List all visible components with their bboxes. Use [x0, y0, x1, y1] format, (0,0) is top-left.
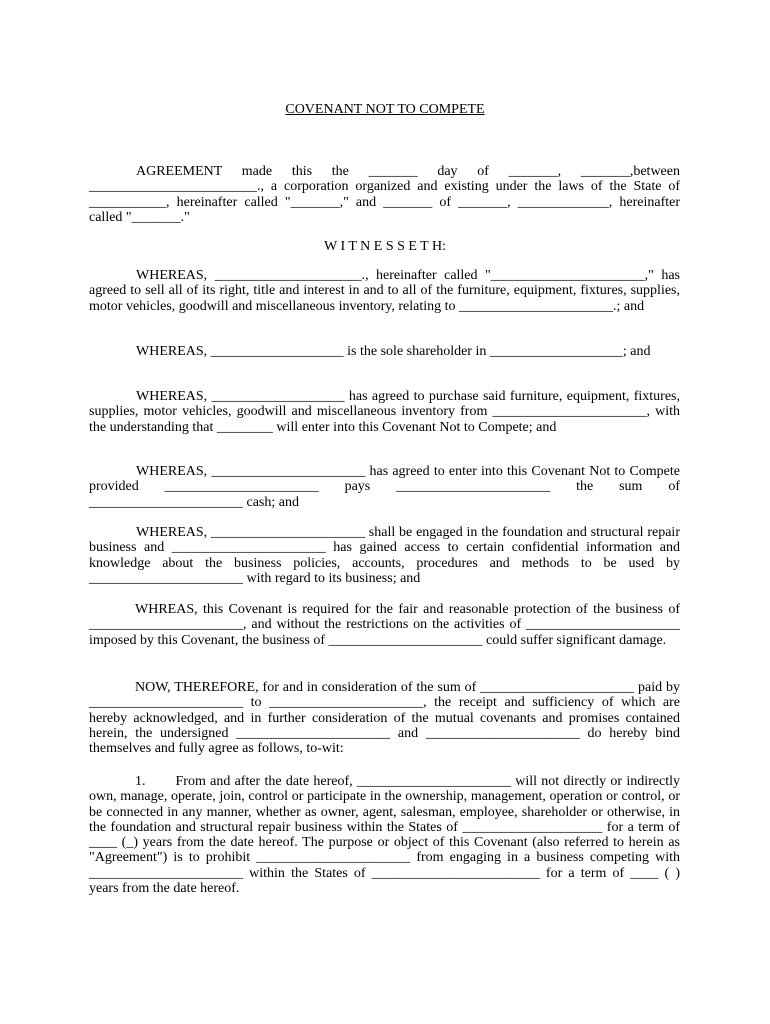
document-title: COVENANT NOT TO COMPETE — [285, 102, 485, 117]
now-therefore-paragraph: NOW, THEREFORE, for and in consideration of the sum of ______________________ paid by ______________________ to ______________________, the receipt and sufficiency of which are hereby acknowledged, and in further consideration of the mutual covenants and promises contained herein, the undersigned ______________________ and ______________________ do hereby bind themselves and fully agree as follows, to-wit: — [89, 680, 680, 757]
section-1-number: 1. — [135, 774, 146, 789]
whereas-paragraph-2: WHEREAS, ___________________ is the sole shareholder in ___________________; and — [136, 344, 651, 359]
section-1-paragraph — [89, 774, 680, 896]
agreement-paragraph: AGREEMENT made this the _______ day of _______, _______,between ________________________., a corporation organized and existing under the laws of the State of ___________, hereinafter called "_______," and _______ of _______, _____________, hereinafter called "_______." — [89, 164, 680, 225]
whreas-paragraph-6: WHREAS, this Covenant is required for the fair and reasonable protection of the business of ______________________, and without the restrictions on the activities of ______________________ imposed by this Covenant, the business of ______________________ could suffer significant damage. — [89, 602, 680, 648]
whereas-paragraph-4: WHEREAS, ______________________ has agreed to enter into this Covenant Not to Compete provided ______________________ pays ______________________ the sum of ______________________ cash; and — [89, 464, 680, 510]
whereas-paragraph-3: WHEREAS, ___________________ has agreed to purchase said furniture, equipment, fixtures, supplies, motor vehicles, goodwill and miscellaneous inventory from ______________________, with the understanding that ________ will enter into this Covenant Not to Compete; and — [89, 389, 680, 435]
whereas-paragraph-5: WHEREAS, ______________________ shall be engaged in the foundation and structural repair business and ______________________ has gained access to certain confidential information and knowledge about the business policies, accounts, procedures and methods to be used by ______________________ with regard to its business; and — [89, 525, 680, 586]
witnesseth-heading: W I T N E S S E T H: — [323, 239, 446, 254]
whereas-paragraph-1: WHEREAS, _____________________., hereinafter called "______________________," has agreed to sell all of its right, title and interest in and to all of the furniture, equipment, fixtures, supplies, motor vehicles, goodwill and miscellaneous inventory, relating to ______________________.; and — [89, 268, 680, 314]
section-1-text: From and after the date hereof, ______________________ will not directly or indirectly own, manage, operate, join, control or participate in the ownership, management, operation or control, or be connected in any manner, whether as owner, agent, salesman, employee, shareholder or otherwise, in the foundation and structural repair business within the States of ____________________ for a term of ____ (_) years from the date hereof. The purpose or object of this Covenant (also referred to herein as "Agreement") is to prohibit ______________________ from engaging in a business competing with ______________________ within the States of ________________________ for a term of ____ ( ) years from the date hereof. — [89, 774, 680, 897]
